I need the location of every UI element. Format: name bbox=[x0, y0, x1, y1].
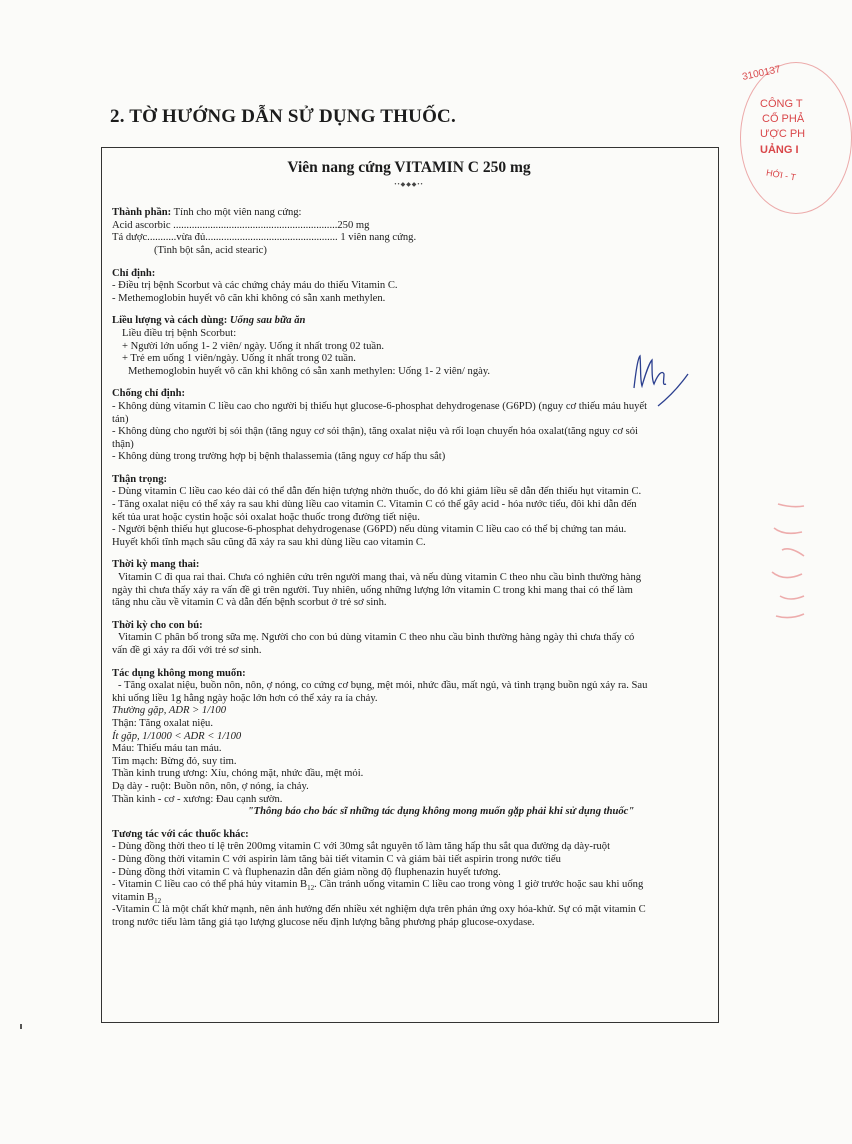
scan-mark bbox=[20, 1024, 22, 1029]
composition-line: Acid ascorbic ..............................................................250 mg bbox=[112, 219, 370, 231]
precaution-line: Huyết khối tĩnh mạch sâu cũng đã xảy ra sau khi dùng liều cao vitamin C. bbox=[112, 536, 426, 548]
section-title: Thời kỳ cho con bú: bbox=[112, 619, 203, 631]
stamp-line: UẢNG I bbox=[760, 144, 799, 156]
interaction-text: . Cần tránh uống vitamin C liều cao trong vòng 1 giờ trước hoặc sau khi uống bbox=[314, 879, 644, 891]
contraindication-line: tán) bbox=[112, 413, 129, 425]
subscript: 12 bbox=[154, 896, 162, 905]
lactation-line: vấn đề gì xảy ra đối với trẻ sơ sinh. bbox=[112, 645, 262, 656]
section-interactions bbox=[112, 829, 718, 930]
interaction-line: - Dùng đồng thời theo tỉ lệ trên 200mg vitamin C với 30mg sắt nguyên tố làm tăng hấp thu sắt qua đường dạ dày-ruột bbox=[112, 841, 611, 853]
side-effect-line: Máu: Thiếu máu tan máu. bbox=[112, 743, 222, 755]
pregnancy-line: Vitamin C đi qua rai thai. Chưa có nghiên cứu trên người mang thai, và nếu dùng vitamin C theo nhu cầu bình thường hàng bbox=[118, 572, 642, 584]
section-contraindications bbox=[112, 388, 718, 464]
side-effect-line: Tim mạch: Bừng đỏ, suy tim. bbox=[112, 755, 237, 767]
stamp-line: HỚI - T bbox=[765, 167, 797, 183]
document-heading: 2. TỜ HƯỚNG DẪN SỬ DỤNG THUỐC. bbox=[110, 106, 456, 127]
contraindication-line: - Không dùng trong trường hợp bị bệnh thalassemia (tăng nguy cơ hấp thu sắt) bbox=[112, 451, 446, 463]
section-pregnancy bbox=[112, 559, 718, 609]
contraindication-line: thận) bbox=[112, 438, 134, 450]
section-title: Thận trọng: bbox=[112, 473, 168, 485]
precaution-line: - Tăng oxalat niệu có thể xảy ra sau khi dùng liều cao vitamin C. Vitamin C có thể gây acid - hóa nước tiểu, đôi khi dẫn đến bbox=[112, 499, 637, 511]
side-effect-line: Dạ dày - ruột: Buồn nôn, nôn, ợ nóng, ỉa chảy. bbox=[112, 780, 309, 792]
section-title: Thành phần: bbox=[112, 207, 172, 219]
interaction-line: - Dùng đồng thời vitamin C và fluphenazin dẫn đến giảm nồng độ fluphenazin huyết tương. bbox=[112, 866, 501, 878]
section-title: Chỉ định: bbox=[112, 267, 156, 279]
seal-fragment-icon bbox=[768, 498, 808, 628]
section-dosage bbox=[112, 315, 718, 378]
section-title: Tác dụng không mong muốn: bbox=[112, 667, 246, 679]
interaction-line: - Dùng đồng thời vitamin C với aspirin làm tăng bài tiết vitamin C và giảm bài tiết aspirin trong nước tiểu bbox=[112, 853, 561, 865]
side-effect-line: Thận: Tăng oxalat niệu. bbox=[112, 717, 214, 729]
precaution-line: - Người bệnh thiếu hụt glucose-6-phosphat dehydrogenase (G6PD) nếu dùng vitamin C liều cao có thể bị chứng tan máu. bbox=[112, 524, 627, 536]
subscript: 12 bbox=[307, 884, 315, 893]
leaflet-frame bbox=[101, 147, 719, 1023]
section-title: Liều lượng và cách dùng: bbox=[112, 315, 228, 327]
frequency-label: Thường gặp, ADR > 1/100 bbox=[112, 705, 227, 717]
indication-line: - Methemoglobin huyết vô căn khi không có sẵn xanh methylen. bbox=[112, 292, 386, 304]
interaction-text: vitamin B bbox=[112, 891, 155, 903]
side-effect-line: khi uống liều 1g hằng ngày hoặc lớn hơn có thể xảy ra ỉa chảy. bbox=[112, 692, 378, 704]
composition-line: (Tinh bột sắn, acid stearic) bbox=[154, 244, 267, 256]
section-lactation bbox=[112, 620, 718, 658]
interaction-line: -Vitamin C là một chất khử mạnh, nên ảnh hưởng đến nhiều xét nghiệm dựa trên phản ứng oxy hóa-khử. Sự có mặt vitamin C bbox=[112, 904, 646, 916]
interaction-line bbox=[112, 879, 710, 892]
precaution-line: - Dùng vitamin C liều cao kéo dài có thể dẫn đến hiện tượng nhờn thuốc, do đó khi giảm liều sẽ dẫn đến thiếu hụt vitamin C. bbox=[112, 486, 642, 498]
stamp-line: CỔ PHẢ bbox=[762, 113, 805, 125]
composition-intro: Tính cho một viên nang cứng: bbox=[173, 207, 302, 219]
section-title: Tương tác với các thuốc khác: bbox=[112, 828, 249, 840]
stamp-line: ƯỢC PH bbox=[760, 128, 806, 140]
section-title: Thời kỳ mang thai: bbox=[112, 559, 200, 571]
precaution-line: kết tủa urat hoặc cystin hoặc sỏi oxalat hoặc thuốc trong đường tiết niệu. bbox=[112, 511, 420, 523]
dosage-line: Liều điều trị bệnh Scorbut: bbox=[122, 327, 237, 339]
product-title: Viên nang cứng VITAMIN C 250 mg bbox=[287, 159, 531, 176]
dosage-line: + Trẻ em uống 1 viên/ngày. Uống ít nhất trong 02 tuần. bbox=[122, 353, 356, 365]
frequency-label: Ít gặp, 1/1000 < ADR < 1/100 bbox=[112, 730, 242, 742]
side-effect-line: - Tăng oxalat niệu, buồn nôn, nôn, ợ nóng, co cứng cơ bụng, mệt mỏi, nhức đầu, mất ngủ, và tình trạng buồn ngủ xảy ra. Sau bbox=[118, 680, 648, 692]
company-stamp bbox=[740, 62, 810, 222]
composition-line: Tá dược...........vừa đủ.................................................. 1 viên nang cứng. bbox=[112, 232, 417, 244]
section-precautions bbox=[112, 474, 718, 550]
section-side-effects bbox=[112, 668, 718, 819]
pregnancy-line: tăng nhu cầu về vitamin C và dẫn đến bệnh scorbut ở trẻ sơ sinh. bbox=[112, 597, 387, 609]
interaction-text: - Vitamin C liều cao có thể phá hủy vitamin B bbox=[112, 879, 308, 891]
section-composition bbox=[112, 207, 718, 257]
lactation-line: Vitamin C phân bố trong sữa mẹ. Người cho con bú dùng vitamin C theo nhu cầu bình thường hàng ngày thì chưa thấy có bbox=[118, 632, 635, 644]
interaction-line bbox=[112, 892, 710, 905]
dosage-line: Methemoglobin huyết vô căn khi không có sẵn xanh methylen: Uống 1- 2 viên/ ngày. bbox=[128, 365, 491, 377]
pregnancy-line: ngày thì chưa thấy xảy ra vấn đề gì trên người. Tuy nhiên, uống những lượng lớn vitamin C trong khi mang thai có thể làm bbox=[112, 584, 633, 596]
section-indications bbox=[112, 268, 718, 306]
side-effect-line: Thần kinh trung ương: Xỉu, chóng mặt, nhức đầu, mệt mỏi. bbox=[112, 768, 364, 780]
side-effect-line: Thần kinh - cơ - xương: Đau cạnh sườn. bbox=[112, 793, 283, 805]
section-subtitle: Uống sau bữa ăn bbox=[229, 315, 306, 327]
section-title: Chống chỉ định: bbox=[112, 388, 186, 400]
ornament-divider-icon: ••◆◆◆•• bbox=[394, 181, 424, 188]
dosage-line: + Người lớn uống 1- 2 viên/ ngày. Uống ít nhất trong 02 tuần. bbox=[122, 340, 385, 352]
stamp-number: 3100137 bbox=[741, 64, 782, 83]
interaction-line: trong nước tiểu làm tăng giả tạo lượng glucose nếu định lượng bằng phương pháp glucose-oxydase. bbox=[112, 916, 535, 928]
stamp-line: CÔNG T bbox=[760, 98, 803, 110]
report-notice: "Thông báo cho bác sĩ những tác dụng không mong muốn gặp phải khi sử dụng thuốc" bbox=[247, 806, 635, 818]
contraindication-line: - Không dùng vitamin C liều cao cho người bị thiếu hụt glucose-6-phosphat dehydrogenase (G6PD) (nguy cơ thiếu máu huyết bbox=[112, 400, 648, 412]
indication-line: - Điều trị bệnh Scorbut và các chứng chảy máu do thiếu Vitamin C. bbox=[112, 280, 398, 292]
contraindication-line: - Không dùng cho người bị sỏi thận (tăng nguy cơ sỏi thận), tăng oxalat niệu và rối loạn chuyển hóa oxalat(tăng nguy cơ sỏi bbox=[112, 426, 638, 438]
